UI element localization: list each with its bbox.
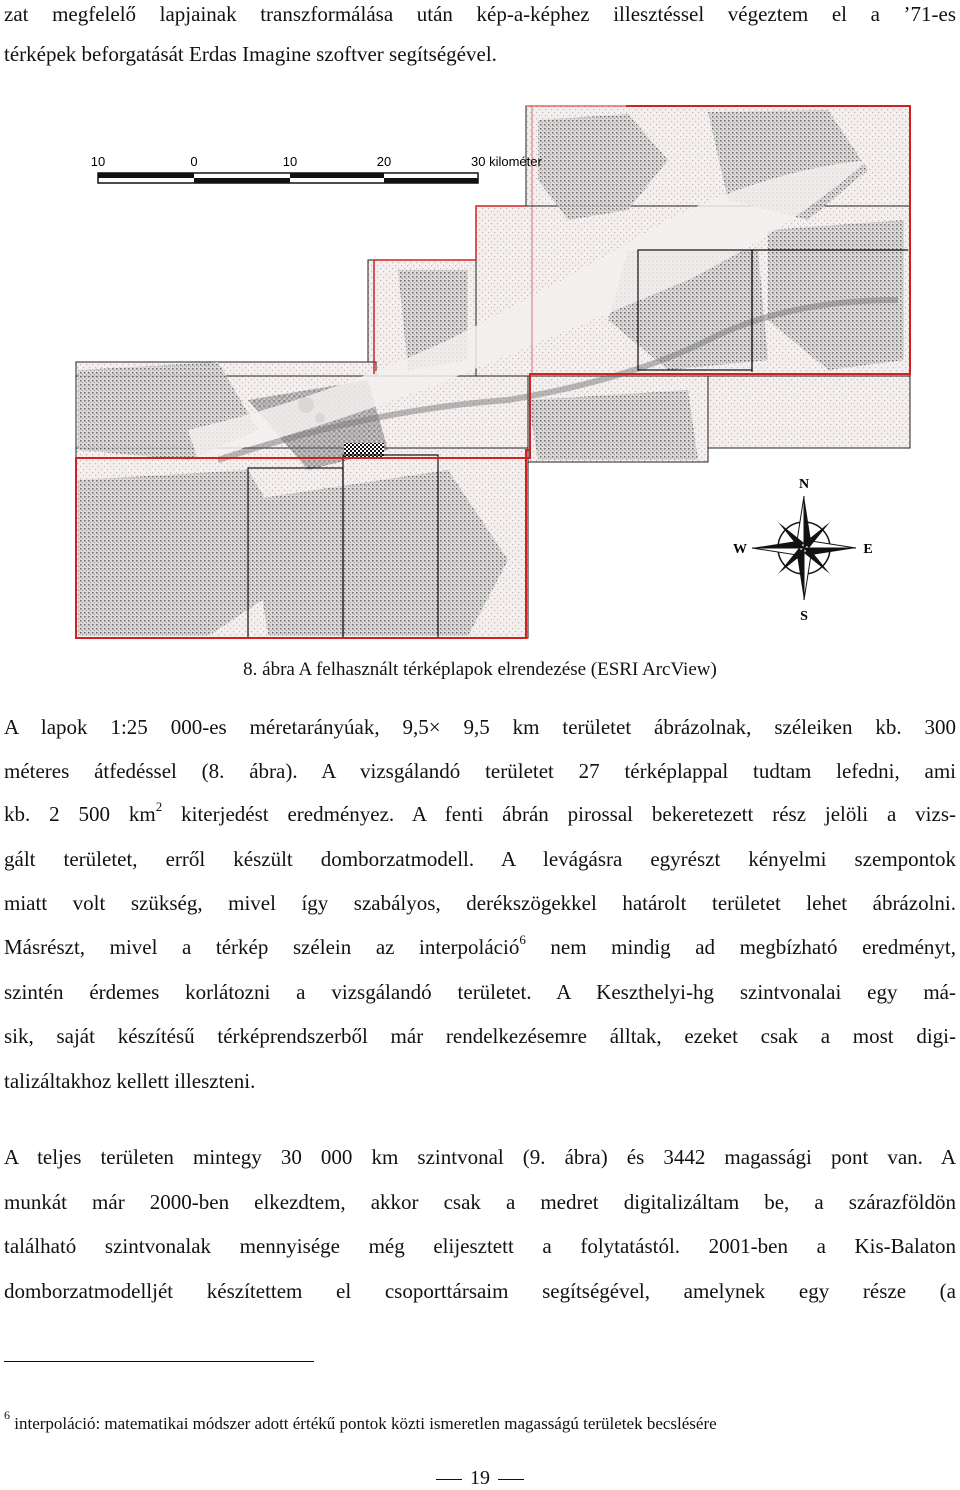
para2-line-3: található szintvonalak mennyisége még elijesztett a folytatástól. 2001-ben a Kis-Balaton	[4, 1234, 956, 1258]
scale-label-30-km: 30 kilométer	[471, 154, 542, 169]
map-sheet-layout-figure	[68, 100, 912, 640]
intro-line-2: térképek beforgatását Erdas Imagine szoftver segítségével.	[4, 42, 497, 66]
para1-line-8: sik, saját készítésű térképrendszerből már rendelkezésemre álltak, ezeket csak a most digi-	[4, 1024, 956, 1048]
para1-line-3	[4, 800, 956, 828]
superscript-2: 2	[155, 799, 163, 814]
footnote-text: interpoláció: matematikai módszer adott értékű pontok közti ismeretlen magasságú területek becslésére	[10, 1414, 717, 1433]
para2-line-1: A teljes területen mintegy 30 000 km szintvonal (9. ábra) és 3442 magassági pont van. A	[4, 1145, 956, 1169]
para2-line-4: domborzatmodelljét készítettem el csoporttársaim segítségével, amelynek egy része (a	[4, 1279, 956, 1303]
figure-caption: 8. ábra A felhasznált térképlapok elrendezése (ESRI ArcView)	[243, 659, 717, 680]
para1-line-6a: Másrészt, mivel a térkép szélein az interpoláció	[4, 935, 520, 959]
page-number	[0, 1466, 960, 1490]
para1-line-5: miatt volt szükség, mivel így szabályos, derékszögekkel határolt területet lehet ábrázolni.	[4, 891, 956, 915]
para1-line-2: méteres átfedéssel (8. ábra). A vizsgálandó területet 27 térképlappal tudtam lefedni, ami	[4, 759, 956, 783]
page-number-value: 19	[470, 1467, 490, 1489]
compass-w: W	[733, 542, 747, 557]
para1-line-3a: kb. 2 500 km	[4, 802, 156, 826]
compass-n: N	[798, 477, 810, 492]
para1-line-9: talizáltakhoz kellett illeszteni.	[4, 1069, 256, 1093]
footnote-separator	[4, 1361, 314, 1362]
footnote-ref-6: 6	[519, 932, 526, 947]
para1-line-1: A lapok 1:25 000-es méretarányúak, 9,5× 9,5 km területet ábrázolnak, széleiken kb. 300	[4, 715, 956, 739]
para1-line-4: gált területet, erről készült domborzatmodell. A levágásra egyrészt kényelmi szempontok	[4, 847, 956, 871]
para2-line-2: munkát már 2000-ben elkezdtem, akkor csak a medret digitalizáltam be, a szárazföldön	[4, 1190, 956, 1214]
compass-s: S	[800, 609, 808, 624]
scale-label-20: 20	[376, 154, 392, 169]
para1-line-7: szintén érdemes korlátozni a vizsgálandó területet. A Keszthelyi-hg szintvonalai egy má-	[4, 980, 956, 1004]
compass-e: E	[863, 542, 873, 557]
para1-line-6b: nem mindig ad megbízható eredményt,	[525, 935, 956, 959]
para1-line-3b: kiterjedést eredményez. A fenti ábrán pirossal bekeretezett rész jelöli a vizs-	[162, 802, 956, 826]
footnote	[4, 1408, 717, 1435]
footnote-mark: 6	[4, 1408, 10, 1423]
scale-label-10a: 10	[90, 154, 106, 169]
scale-label-0: 0	[190, 154, 198, 169]
intro-line-1: zat megfelelő lapjainak transzformálása után kép-a-képhez illesztéssel végeztem el a ’71-es	[4, 2, 956, 26]
compass-rose-icon	[733, 477, 873, 624]
scale-label-10b: 10	[282, 154, 298, 169]
para1-line-6	[4, 933, 956, 961]
